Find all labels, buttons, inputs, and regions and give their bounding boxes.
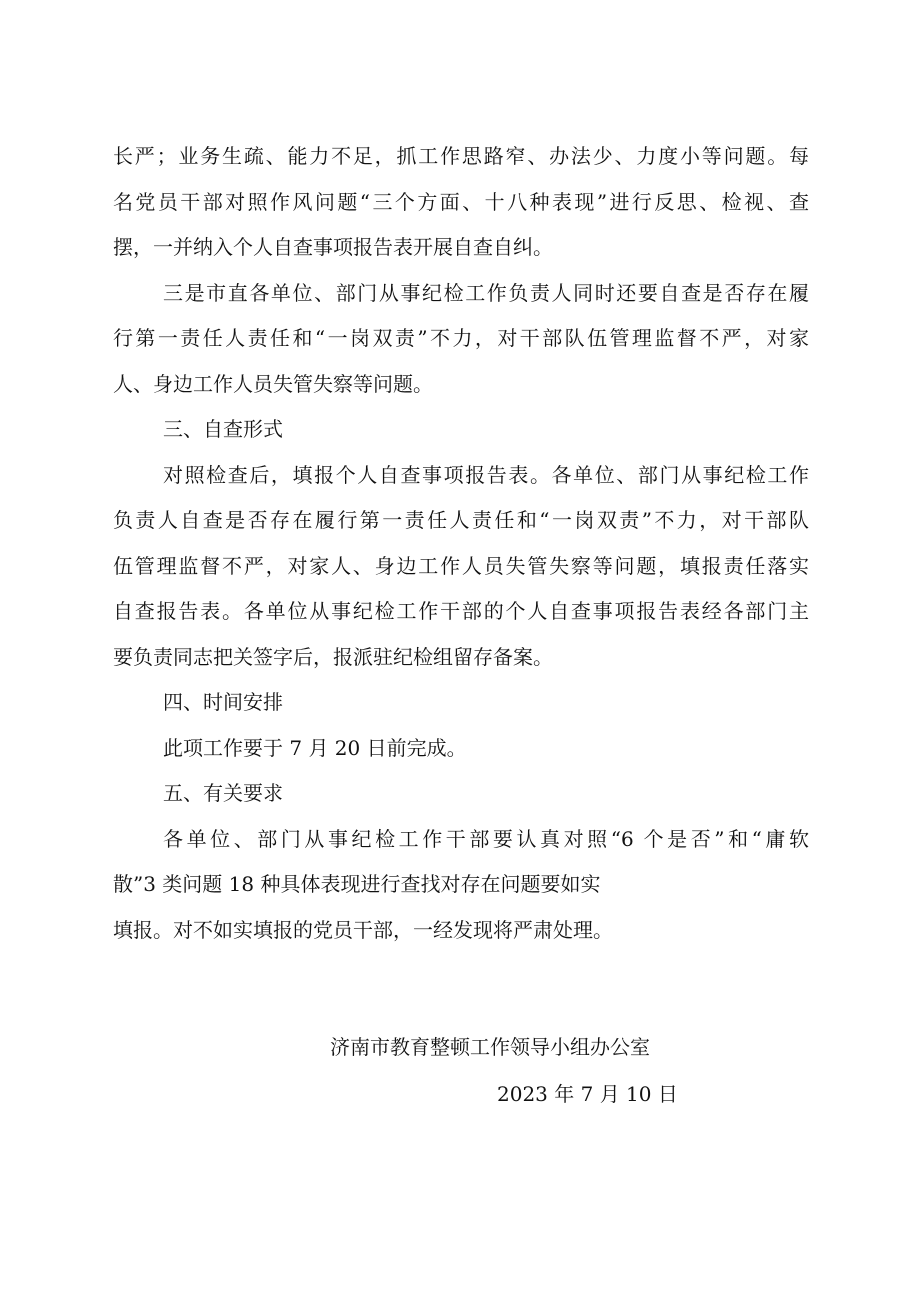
paragraph-line: 名党员干部对照作风问题“三个方面、十八种表现”进行反思、检视、查 xyxy=(113,189,809,214)
paragraph-line: 三是市直各单位、部门从事纪检工作负责人同时还要自查是否存在履 xyxy=(163,280,809,305)
issuing-organization: 济南市教育整顿工作领导小组办公室 xyxy=(330,1035,650,1059)
section-heading: 三、自查形式 xyxy=(163,417,283,441)
paragraph-line: 摆，一并纳入个人自查事项报告表开展自查自纠。 xyxy=(113,235,553,259)
paragraph-line: 对照检查后，填报个人自查事项报告表。各单位、部门从事纪检工作 xyxy=(163,462,809,487)
paragraph-line: 伍管理监督不严，对家人、身边工作人员失管失察等问题，填报责任落实 xyxy=(113,553,809,578)
paragraph-line: 行第一责任人责任和“一岗双责”不力，对干部队伍管理监督不严，对家 xyxy=(113,326,809,350)
document-body xyxy=(113,134,809,953)
section-heading: 五、有关要求 xyxy=(163,781,283,805)
paragraph-line: 要负责同志把关签字后，报派驻纪检组留存备案。 xyxy=(113,644,553,669)
section-heading: 四、时间安排 xyxy=(163,690,283,714)
paragraph-line: 此项工作要于 7 月 20 日前完成。 xyxy=(163,735,467,760)
paragraph-line: 长严；业务生疏、能力不足，抓工作思路窄、办法少、力度小等问题。每 xyxy=(113,144,809,168)
paragraph-line: 自查报告表。各单位从事纪检工作干部的个人自查事项报告表经各部门主 xyxy=(113,599,809,623)
issue-date: 2023 年 7 月 10 日 xyxy=(497,1082,678,1106)
paragraph-line: 人、身边工作人员失管失察等问题。 xyxy=(113,371,433,396)
paragraph-line: 各单位、部门从事纪检工作干部要认真对照“6 个是否”和“庸软 xyxy=(163,826,809,851)
paragraph-line: 填报。对不如实填报的党员干部，一经发现将严肃处理。 xyxy=(113,917,613,942)
paragraph-line: 散”3 类问题 18 种具体表现进行查找对存在问题要如实 xyxy=(113,872,601,896)
paragraph-line: 负责人自查是否存在履行第一责任人责任和“一岗双责”不力，对干部队 xyxy=(113,508,809,532)
